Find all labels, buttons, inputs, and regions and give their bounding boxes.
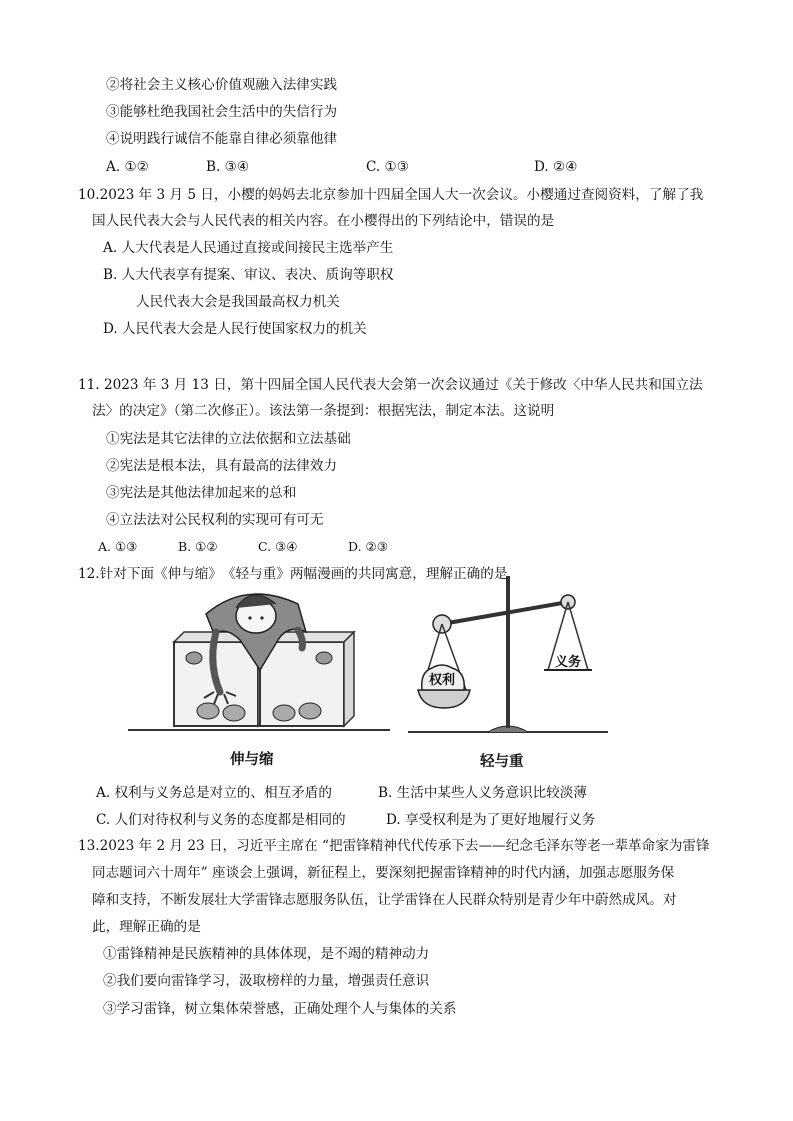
- q9-option-d[interactable]: D. ②④: [534, 159, 578, 175]
- q11-options: [98, 538, 388, 556]
- q12-option-c[interactable]: C. 人们对待权利与义务的态度都是相同的: [96, 812, 346, 828]
- q13-item-1: ①雷锋精神是民族精神的具体体现，是不竭的精神动力: [103, 946, 430, 962]
- cartoon-right-caption: 轻与重: [480, 754, 524, 770]
- q10-option-c[interactable]: 人民代表大会是我国最高权力机关: [136, 294, 340, 310]
- q11-item-4: ④立法法对公民权利的实现可有可无: [106, 512, 324, 528]
- cartoon-left-caption: 伸与缩: [230, 752, 274, 768]
- q13-stem-line-1: 13.2023 年 2 月 23 日，习近平主席在 “把雷锋精神代代传承下去——纪念毛泽东等老一辈革命家为雷锋: [78, 838, 710, 854]
- q13-item-3: ③学习雷锋，树立集体荣誉感，正确处理个人与集体的关系: [103, 1001, 457, 1017]
- q13-stem-line-4: 此，理解正确的是: [92, 919, 201, 935]
- q11-stem-line-1: 11. 2023 年 3 月 13 日，第十四届全国人民代表大会第一次会议通过《关于修改〈中华人民共和国立法: [78, 377, 703, 393]
- q9-option-a[interactable]: A. ①②: [106, 159, 149, 175]
- q9-item-2: ②将社会主义核心价值观融入法律实践: [106, 77, 338, 93]
- q11-item-1: ①宪法是其它法律的立法依据和立法基础: [106, 431, 351, 447]
- q13-stem-line-3: 障和支持，不断发展壮大学雷锋志愿服务队伍，让学雷锋在人民群众特别是青少年中蔚然成风。对: [92, 892, 677, 908]
- q11-option-d[interactable]: D. ②③: [348, 539, 388, 554]
- q9-option-b[interactable]: B. ③④: [206, 159, 250, 175]
- q11-item-3: ③宪法是其他法律加起来的总和: [106, 485, 297, 501]
- cartoon-stretch-shrink: [128, 574, 390, 734]
- q10-option-a[interactable]: A. 人大代表是人民通过直接或间接民主选举产生: [103, 240, 394, 256]
- q13-item-2: ②我们要向雷锋学习，汲取榜样的力量，增强责任意识: [103, 973, 430, 989]
- q12-option-a[interactable]: A. 权利与义务总是对立的、相互矛盾的: [96, 785, 332, 801]
- q9-item-3: ③能够杜绝我国社会生活中的失信行为: [106, 104, 338, 120]
- cartoon-light-heavy: [408, 572, 608, 738]
- q12-option-d[interactable]: D. 享受权利是为了更好地履行义务: [386, 812, 596, 828]
- q11-item-2: ②宪法是根本法，具有最高的法律效力: [106, 458, 338, 474]
- q10-option-d[interactable]: D. 人民代表大会是人民行使国家权力的机关: [103, 321, 367, 337]
- q13-stem-line-2: 同志题词六十周年” 座谈会上强调，新征程上，要深刻把握雷锋精神的时代内涵，加强志愿服务保: [92, 865, 675, 881]
- q9-options: [106, 158, 577, 176]
- q11-option-a[interactable]: A. ①③: [98, 539, 138, 554]
- q11-stem-line-2: 法〉的决定》（第二次修正）。该法第一条提到：根据宪法，制定本法。这说明: [92, 403, 555, 419]
- scale-right-label: 义务: [554, 655, 582, 670]
- q11-option-b[interactable]: B. ①②: [178, 539, 218, 554]
- q9-option-c[interactable]: C. ①③: [366, 159, 409, 175]
- q10-stem-line-2: 国人民代表大会与人民代表的相关内容。在小樱得出的下列结论中，错误的是: [92, 213, 555, 229]
- q9-item-4: ④说明践行诚信不能靠自律必须靠他律: [106, 131, 338, 147]
- q11-option-c[interactable]: C. ③④: [258, 539, 298, 554]
- scale-left-label: 权利: [428, 673, 456, 688]
- q10-stem-line-1: 10.2023 年 3 月 5 日，小樱的妈妈去北京参加十四届全国人大一次会议。小樱通过查阅资料，了解了我: [78, 187, 704, 203]
- q10-option-b[interactable]: B. 人大代表享有提案、审议、表决、质询等职权: [103, 267, 394, 283]
- q12-stem: 12.针对下面《伸与缩》 《轻与重》两幅漫画的共同寓意，理解正确的是: [78, 566, 508, 582]
- q12-option-b[interactable]: B. 生活中某些人义务意识比较淡薄: [378, 785, 587, 801]
